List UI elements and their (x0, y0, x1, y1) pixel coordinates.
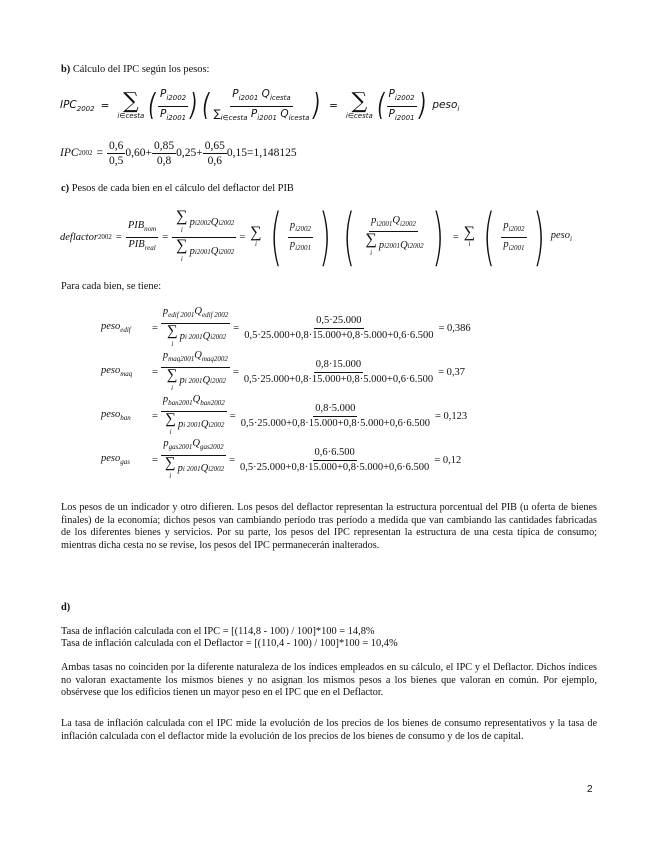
page-number: 2 (587, 784, 593, 795)
deflactor-formula: deflactor 2002 = $\frac{PIB_{nom}}{PIB_{real}}$ = ∑ i p i2002 Q i2002 ∑ i p i2001 Q i2002 = ∑ i ( $\frac{p_{i2002}}{p_{i2001}}$ ) ( $p_{i2001}Q_{i2002}$ ∑ i p i2001 Q i2002 ) = ∑ i ( $\frac{p_{i2002}}{p_{i2001}}$ ) peso$_i$ (60, 200, 572, 273)
inflation-deflactor: Tasa de inflación calculada con el Deflactor = [(110,4 - 100) / 100]*100 = 10,4% (61, 638, 398, 649)
section-b-heading (61, 63, 209, 76)
weight-row: peso$_{ban}$ = $p_{ban2001}Q_{ban2002}$ ∑ i p i 2001 Q i2002 = $\frac{0,8\cdot 5.000}{0,5\cdot 25.000+0,8\cdot 15.000+0,8\cdot 5.000+0,6\cdot 6.500}$ = 0,123 (101, 394, 468, 436)
paragraph-rates-differ: Ambas tasas no coinciden por la diferente naturaleza de los índices empleados en su cálculo, el IPC y el Deflactor. Dichos índices no valoran exactamente los mismos bienes y no asignan los mismos pesos a los bienes que valoran en común. Por ejemplo, obsérvese que los edificios tienen un mayor peso en el IPC que en el Deflactor. (61, 662, 597, 699)
weight-row: peso$_{maq}$ = $p_{maq2001}Q_{maq2002}$ ∑ i p i 2001 Q i2002 = $\frac{0,8\cdot 15.000}{0,5\cdot 25.000+0,8\cdot 15.000+0,8\cdot 5.000+0,6\cdot 6.500}$ = 0,37 (101, 350, 465, 392)
ipc-lhs: $IPC_{2002}$ (60, 98, 95, 114)
weight-numeric: $\frac{0,8\cdot 15.000}{0,5\cdot 25.000+0,8\cdot 15.000+0,8\cdot 5.000+0,6\cdot 6.500}$ (243, 358, 434, 385)
inflation-ipc: Tasa de inflación calculada con el IPC = [(114,8 - 100) / 100]*100 = 14,8% (61, 626, 375, 637)
price-ratio: $\frac{P_{i2002}}{P_{i2001}}$ (160, 88, 187, 122)
weight-symbolic: $p_{edif 2001}Q_{edif 2002}$ ∑ i p i 2001 Q i2002 (162, 306, 229, 348)
weight-lhs: peso$_{ban}$ (101, 409, 131, 423)
weight-lhs: peso$_{edif}$ (101, 321, 131, 335)
ipc-weights-formula: $IPC_{2002}$ = ∑ i∈cesta ( $\frac{P_{i2002}}{P_{i2001}}$ ) ( $\frac{P_{i2001} Q_{icesta}}{\sum_{i\in cesta} P_{i2001} Q_{icesta}}$ ) = ∑ i∈cesta ( $\frac{P_{i2002}}{P_{i2001}}$ ) peso$_i$ (60, 88, 460, 123)
weight-symbolic: $p_{gas2001}Q_{gas2002}$ ∑ i p i 2001 Q i2002 (163, 438, 225, 480)
weight-symbolic: $p_{maq2001}Q_{maq2002}$ ∑ i p i 2001 Q i2002 (162, 350, 228, 392)
section-d-label: d) (61, 602, 71, 613)
weight-numeric: $\frac{0,6\cdot 6.500}{0,5\cdot 25.000+0,8\cdot 15.000+0,8\cdot 5.000+0,6\cdot 6.500}$ (240, 446, 430, 473)
weight-numeric: $\frac{0,5\cdot 25.000}{0,5\cdot 25.000+0,8\cdot 15.000+0,8\cdot 5.000+0,6\cdot 6.500}$ (244, 314, 434, 341)
eq-sign: = (100, 100, 110, 112)
weight-numeric: $\frac{0,8\cdot 5.000}{0,5\cdot 25.000+0,8\cdot 15.000+0,8\cdot 5.000+0,6\cdot 6.500}$ (240, 402, 430, 429)
weight-row: peso$_{gas}$ = $p_{gas2001}Q_{gas2002}$ ∑ i p i 2001 Q i2002 = $\frac{0,6\cdot 6.500}{0,5\cdot 25.000+0,8\cdot 15.000+0,8\cdot 5.000+0,6\cdot 6.500}$ = 0,12 (101, 438, 462, 480)
weight-lhs: peso$_{maq}$ (101, 365, 133, 379)
ipc-numeric-calc: IPC 2002 = $\frac{0,6}{0,5}$ 0,60+ $\frac{0,85}{0,8}$ 0,25+ $\frac{0,65}{0,6}$ 0,15=1,148125 (60, 139, 297, 167)
weight-result: = 0,123 (434, 410, 468, 422)
basket-share: $\frac{P_{i2001} Q_{icesta}}{\sum_{i\in cesta} P_{i2001} Q_{icesta}}$ (213, 88, 310, 122)
weight-row: peso$_{edif}$ = $p_{edif 2001}Q_{edif 2002}$ ∑ i p i 2001 Q i2002 = $\frac{0,5\cdot 25.000}{0,5\cdot 25.000+0,8\cdot 15.000+0,8\cdot 5.000+0,6\cdot 6.500}$ = 0,386 (101, 306, 471, 348)
paragraph-weights-comparison: Los pesos de un indicador y otro difieren. Los pesos del deflactor representan la estructura porcentual del PIB (u oferta de bienes finales) de la economía; dichos pesos van cambiando período tras período a medida que van cambiando las cantidades fabricadas de los diferentes bienes y servicios. Por su parte, los pesos del IPC representan la estructura de una cesta típica de consumo; mientras dicha cesta no se revise, los pesos del IPC permanecerán inalterados. (61, 502, 597, 551)
weight-result: = 0,386 (438, 322, 471, 334)
weight-symbolic: $p_{ban2001}Q_{ban2002}$ ∑ i p i 2001 Q i2002 (162, 394, 225, 436)
weight-lhs: peso$_{gas}$ (101, 453, 130, 467)
weight-result: = 0,37 (438, 366, 465, 378)
section-b-label: b) (61, 64, 71, 75)
paragraph-rates-meaning: La tasa de inflación calculada con el IPC mide la evolución de los precios de los bienes de consumo representativos y la tasa de inflación calculada con el deflactor mide la evolución de los precios de los bienes de consumo y de los de capital. (61, 718, 597, 742)
weights-intro: Para cada bien, se tiene: (61, 281, 162, 292)
weight-result: = 0,12 (434, 454, 462, 466)
section-b-title: Cálculo del IPC según los pesos: (72, 64, 210, 75)
peso-term: peso$_i$ (432, 98, 460, 114)
sum-symbol: ∑ i∈cesta (117, 89, 145, 120)
section-c-heading: c) Pesos de cada bien en el cálculo del deflactor del PIB (61, 183, 294, 194)
